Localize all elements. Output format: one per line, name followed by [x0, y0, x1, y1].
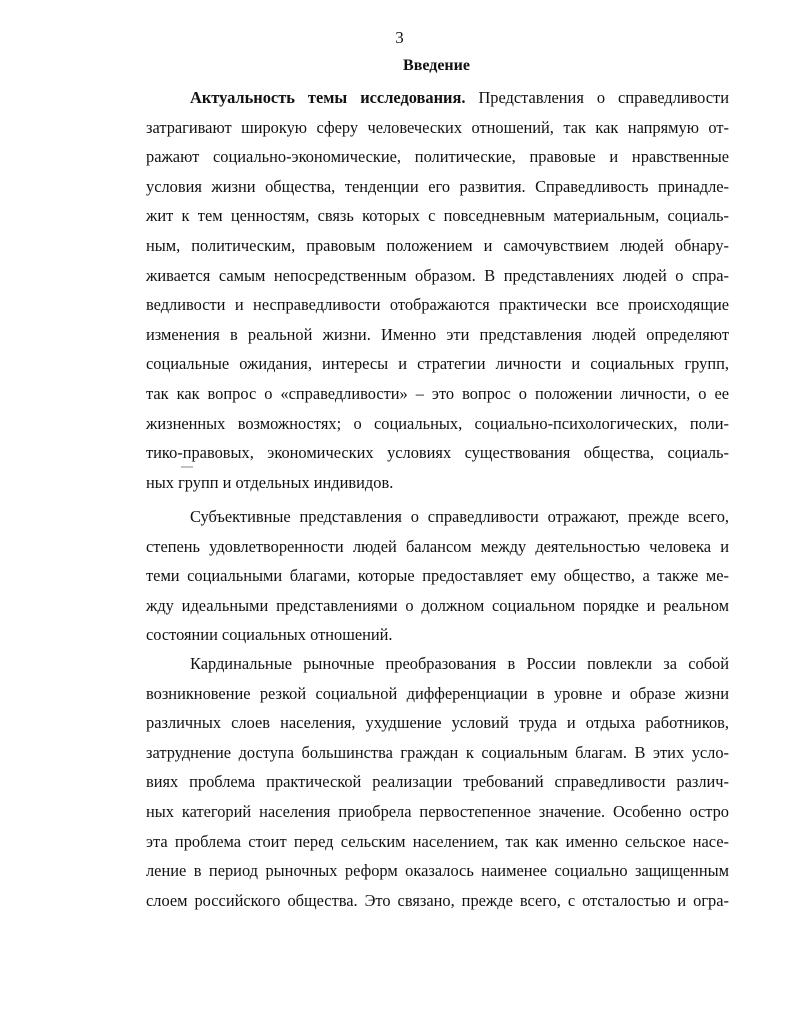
text-line: затруднение доступа большинства граждан к социальным благам. В этих усло- [146, 742, 729, 762]
paragraph-perceptions [146, 502, 729, 650]
scan-mark [181, 466, 193, 468]
text-line: ведливости и несправедливости отображаются практически все происходящие [146, 295, 729, 315]
text-line: возникновение резкой социальной дифференциации в уровне и образе жизни [146, 683, 729, 703]
text-line: затрагивают широкую сферу человеческих отношений, так как напрямую от- [146, 117, 729, 137]
text-line: состоянии социальных отношений. [146, 625, 393, 645]
paragraph-relevance [146, 83, 729, 497]
text-line: жду идеальными представлениями о должном социальном порядке и реальном [146, 595, 729, 615]
text-line: ление в период рыночных реформ оказалось наименее социально защищенным [146, 861, 729, 881]
text-line: живается самым непосредственным образом. В представлениях людей о спра- [146, 265, 729, 285]
text-line: жит к тем ценностям, связь которых с повседневным материальным, социаль- [146, 206, 729, 226]
section-heading: Введение [403, 57, 470, 74]
text-line: виях проблема практической реализации требований справедливости различ- [146, 772, 729, 792]
text-line: Субъективные представления о справедливости отражают, прежде всего, [190, 507, 729, 526]
text-line: ным, политическим, правовым положением и самочувствием людей обнару- [146, 235, 729, 255]
text-line: условия жизни общества, тенденции его развития. Справедливость принадле- [146, 176, 729, 196]
text-line: ражают социально-экономические, политические, правовые и нравственные [146, 147, 729, 167]
paragraph-reforms [146, 649, 729, 915]
text-line: тико-правовых, экономических условиях существования общества, социаль- [146, 443, 729, 463]
text-line: ных групп и отдельных индивидов. [146, 472, 394, 492]
text-line: различных слоев населения, ухудшение условий труда и отдыха работников, [146, 713, 729, 733]
paragraph-lead: Актуальность темы исследования. [190, 88, 466, 107]
text-line: социальные ожидания, интересы и стратегии личности и социальных групп, [146, 354, 729, 374]
text-line: так как вопрос о «справедливости» – это вопрос о положении личности, о ее [146, 383, 729, 403]
text-line: теми социальными благами, которые предоставляет ему общество, а также ме- [146, 566, 729, 586]
text-line: ных категорий населения приобрела первостепенное значение. Особенно остро [146, 801, 729, 821]
text-line: эта проблема стоит перед сельским населением, так как именно сельское насе- [146, 831, 729, 851]
text-line: Актуальность темы исследования. Представления о справедливости [190, 88, 729, 107]
text-line: Кардинальные рыночные преобразования в России повлекли за собой [190, 654, 729, 673]
text-line: жизненных возможностях; о социальных, социально-психологических, поли- [146, 413, 729, 433]
text-line: слоем российского общества. Это связано, прежде всего, с отсталостью и огра- [146, 890, 729, 910]
text-line: изменения в реальной жизни. Именно эти представления людей определяют [146, 324, 729, 344]
text-line: степень удовлетворенности людей балансом между деятельностью человека и [146, 536, 729, 556]
page-number: 3 [395, 28, 404, 47]
